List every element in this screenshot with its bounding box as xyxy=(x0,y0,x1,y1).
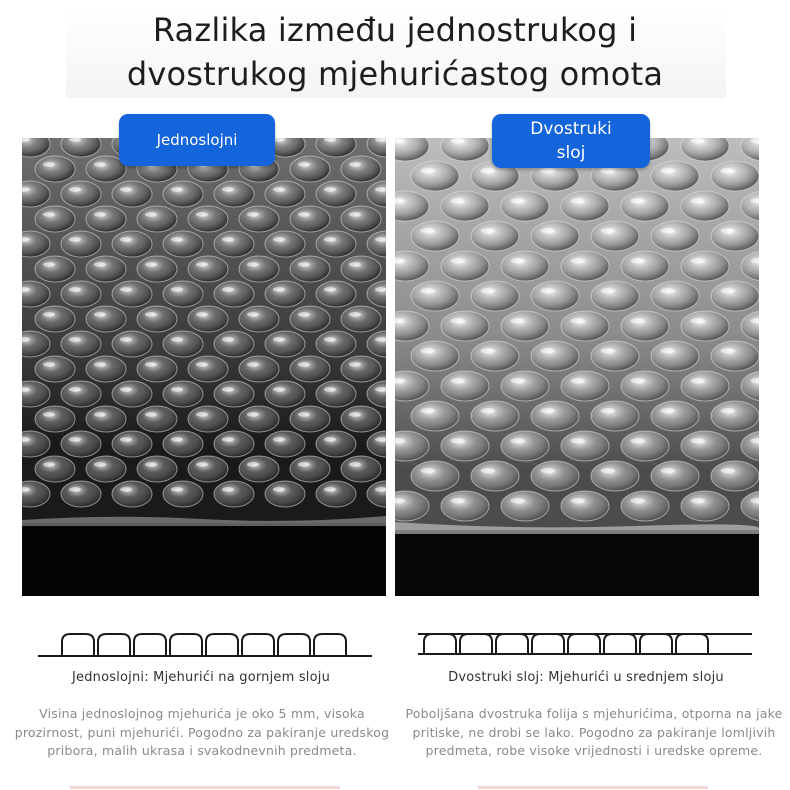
title-line-1: Razlika između jednostrukog i xyxy=(152,11,638,49)
double-layer-caption: Dvostruki sloj: Mjehurići u srednjem sloju xyxy=(448,670,724,685)
single-layer-description: Visina jednoslojnog mjehurića je oko 5 mm, visoka prozirnost, puni mjehurići. Pogodno za pakiranje uredskog pribora, malih ukrasa i svakodnevnih predmeta. xyxy=(14,706,390,758)
page-title xyxy=(0,8,790,96)
double-layer-bubble-image xyxy=(395,138,759,596)
footer-divider-left xyxy=(70,786,340,789)
single-layer-diagram xyxy=(36,626,376,666)
double-layer-photo xyxy=(395,138,759,596)
footer-divider-right xyxy=(478,786,708,789)
single-layer-bubble-image xyxy=(22,138,386,596)
double-layer-diagram xyxy=(414,626,754,666)
single-layer-badge: Jednoslojni xyxy=(119,114,275,166)
double-layer-badge: Dvostruki sloj xyxy=(492,114,650,168)
title-line-2: dvostrukog mjehurićastog omota xyxy=(126,55,664,93)
single-layer-caption: Jednoslojni: Mjehurići na gornjem sloju xyxy=(71,670,331,685)
single-layer-photo xyxy=(22,138,386,596)
double-layer-description: Poboljšana dvostruka folija s mjehurićima, otporna na jake pritiske, ne drobi se lako. Pogodno za pakiranje lomljivih predmeta, robe visoke vrijednosti i uredske opreme. xyxy=(405,706,783,758)
